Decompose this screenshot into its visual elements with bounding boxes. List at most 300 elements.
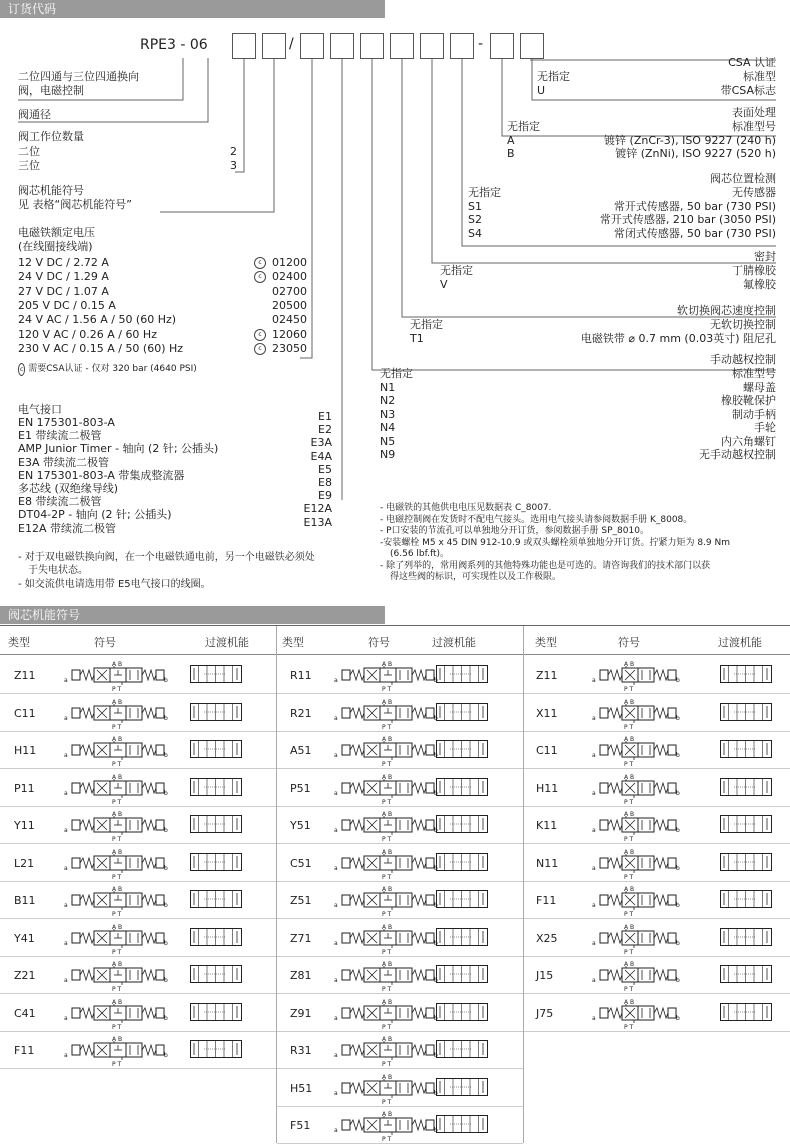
pos2-code: 2 (230, 145, 237, 158)
svg-text:P T: P T (382, 686, 392, 692)
col2-symbol-header: 符号 (368, 636, 390, 649)
svg-text:a: a (592, 977, 596, 984)
sensor_opts-code: 无指定 (468, 186, 501, 199)
spool-symbol-icon (60, 846, 170, 884)
spool-symbol-icon (60, 808, 170, 846)
svg-text:b: b (164, 714, 168, 722)
transition-symbol-icon (436, 1115, 488, 1137)
svg-text:P T: P T (112, 1023, 122, 1030)
row-divider (0, 993, 276, 994)
svg-text:P T: P T (112, 798, 122, 805)
spool-symbol-icon (60, 958, 170, 996)
voltage-label: 27 V DC / 1.07 A (18, 284, 109, 298)
row-divider (277, 1106, 523, 1107)
seal_opts-text: 丁腈橡胶 (732, 264, 776, 277)
voltage-label: 205 V DC / 0.15 A (18, 298, 116, 312)
surface_opts-text: 镀锌 (ZnNi), ISO 9227 (520 h) (615, 147, 776, 160)
svg-text:P T: P T (624, 1023, 634, 1030)
row-divider (0, 1031, 276, 1032)
manual_opts-code: N1 (380, 380, 396, 394)
spool-symbol-icon (330, 846, 440, 884)
col3-transition-header: 过渡机能 (718, 636, 762, 649)
row-divider (277, 731, 523, 732)
row-divider (524, 956, 790, 957)
manual_opts-code: N4 (380, 421, 396, 434)
svg-text:A B: A B (382, 698, 393, 706)
transition-symbol-icon (436, 740, 488, 762)
row-divider (0, 693, 276, 694)
row-divider (0, 881, 276, 882)
svg-text:a: a (592, 1014, 596, 1022)
soft_opts-code: 无指定 (410, 318, 443, 331)
spool-type-3: Z11 (536, 669, 558, 682)
connector-label: E1 带续流二极管 (18, 429, 102, 443)
right-note: (6.56 lbf.ft)。 (390, 549, 450, 559)
svg-text:A B: A B (382, 773, 393, 781)
connector-label: E8 带续流二极管 (18, 495, 102, 509)
svg-text:b: b (164, 827, 168, 834)
spool-type-3: J15 (536, 969, 554, 982)
svg-text:P T: P T (382, 836, 392, 842)
manual_opts-text: 螺母盖 (743, 380, 776, 394)
svg-text:P T: P T (624, 836, 634, 842)
connector-label: EN 175301-803-A (18, 416, 115, 429)
svg-text:P T: P T (624, 986, 634, 992)
spool-symbol-icon (330, 1071, 440, 1109)
svg-text:a: a (592, 752, 596, 759)
spool-type-1: Y41 (14, 931, 35, 945)
transition-symbol-icon (436, 778, 488, 800)
spool-type-3: K11 (536, 819, 558, 832)
voltage-label: 24 V DC / 1.29 A (18, 270, 109, 284)
svg-text:a: a (334, 977, 338, 984)
svg-text:a: a (592, 677, 596, 684)
connector-code: E13A (303, 515, 332, 529)
sensor_opts-code: S4 (468, 226, 482, 240)
row-divider (524, 881, 790, 882)
manual_opts-code: N9 (380, 448, 396, 461)
transition-symbol-icon (190, 965, 242, 987)
svg-text:A B: A B (112, 698, 123, 706)
csa-note (18, 363, 197, 376)
spool-type-2: F51 (290, 1119, 311, 1132)
svg-text:b: b (164, 789, 168, 797)
row-divider (277, 1068, 523, 1069)
pos2-label: 二位 (18, 145, 40, 158)
svg-text:P T: P T (112, 986, 122, 992)
svg-text:b: b (434, 1014, 438, 1022)
spool-symbol-icon (60, 921, 170, 959)
csa-note-text: 需要CSA认证 - 仅对 320 bar (4640 PSI) (28, 364, 197, 374)
svg-text:P T: P T (624, 686, 634, 692)
voltage-title: 电磁铁额定电压 (18, 226, 95, 239)
transition-symbol-icon (436, 815, 488, 837)
spool-symbol-icon (330, 658, 440, 696)
svg-text:A B: A B (382, 1036, 393, 1043)
spool-symbol-icon (588, 996, 698, 1034)
spool-type-3: X25 (536, 931, 558, 945)
transition-symbol-icon (720, 853, 772, 875)
svg-text:b: b (676, 789, 680, 797)
svg-text:a: a (64, 827, 68, 834)
transition-symbol-icon (720, 965, 772, 987)
connector-code: E8 (318, 476, 332, 489)
svg-text:A B: A B (382, 1073, 393, 1081)
pos3-code: 3 (230, 159, 237, 172)
svg-text:b: b (164, 1052, 168, 1059)
row-divider (277, 881, 523, 882)
spool-type-1: F11 (14, 1044, 35, 1057)
code-slash: / (289, 36, 294, 52)
svg-text:a: a (64, 1014, 68, 1022)
svg-text:A B: A B (382, 811, 393, 818)
svg-text:P T: P T (624, 911, 634, 917)
svg-text:P T: P T (382, 1023, 392, 1030)
pos3-label: 三位 (18, 159, 40, 172)
col1-transition-header: 过渡机能 (205, 636, 249, 649)
svg-text:a: a (64, 789, 68, 797)
manual_opts-text: 制动手柄 (732, 407, 776, 421)
svg-text:b: b (164, 864, 168, 872)
soft_opts-text: 电磁铁带 ⌀ 0.7 mm (0.03英寸) 阻尼孔 (580, 331, 776, 345)
row-divider (277, 768, 523, 769)
svg-text:A B: A B (112, 773, 123, 781)
manual_opts-text: 内六角螺钉 (721, 434, 776, 448)
connector-label: E12A 带续流二极管 (18, 521, 116, 535)
spool-type-1: C11 (14, 706, 36, 720)
connector-label: DT04-2P - 轴向 (2 针; 公插头) (18, 508, 172, 522)
sensor_opts-code: S2 (468, 213, 482, 226)
spool-type-3: N11 (536, 856, 559, 870)
svg-text:b: b (676, 977, 680, 984)
note1a: - 对于双电磁铁换向阀，在一个电磁铁通电前，另一个电磁铁必须处 (18, 552, 315, 563)
svg-text:P T: P T (382, 873, 392, 880)
row-divider (524, 731, 790, 732)
seal_opts-code: 无指定 (440, 264, 473, 277)
spool-symbol-icon (330, 958, 440, 996)
svg-text:a: a (64, 677, 68, 684)
surface-title: 表面处理 (732, 106, 776, 119)
svg-text:a: a (64, 902, 68, 909)
row-divider (0, 918, 276, 919)
transition-symbol-icon (190, 928, 242, 950)
svg-text:a: a (64, 939, 68, 947)
code-prefix: RPE3 - 06 (140, 37, 208, 53)
row-divider (524, 768, 790, 769)
svg-text:a: a (592, 827, 596, 834)
row-divider (0, 806, 276, 807)
manual_opts-text: 手轮 (754, 421, 776, 434)
connector-code: E1 (318, 410, 332, 423)
spool-type-2: Z71 (290, 931, 312, 945)
seal_opts-code: V (440, 277, 448, 291)
svg-text:P T: P T (382, 1061, 392, 1067)
transition-symbol-icon (720, 740, 772, 762)
row-divider (277, 693, 523, 694)
seal-title: 密封 (754, 250, 776, 263)
row-divider (277, 918, 523, 919)
svg-text:P T: P T (382, 798, 392, 805)
row-divider (277, 956, 523, 957)
spool-symbol-icon (588, 658, 698, 696)
svg-text:A B: A B (382, 886, 393, 893)
svg-text:P T: P T (112, 1061, 122, 1067)
transition-symbol-icon (720, 928, 772, 950)
voltage-code: 01200 (272, 256, 307, 269)
svg-text:b: b (434, 789, 438, 797)
svg-text:A B: A B (624, 961, 635, 968)
transition-symbol-icon (190, 778, 242, 800)
manual-title: 手动越权控制 (710, 353, 776, 366)
transition-symbol-icon (190, 703, 242, 725)
spool-symbol-icon (60, 733, 170, 771)
svg-text:A B: A B (382, 661, 393, 668)
right-note: - 除了列举的，常用阀系列的其他特殊功能也是可选的。请咨询我们的技术部门以获 (380, 560, 711, 571)
svg-text:b: b (164, 752, 168, 759)
svg-text:P T: P T (624, 723, 634, 730)
svg-text:b: b (164, 902, 168, 909)
svg-text:a: a (334, 902, 338, 909)
svg-text:A B: A B (624, 848, 635, 856)
row-divider (524, 1031, 790, 1032)
svg-text:a: a (592, 789, 596, 797)
svg-text:b: b (164, 677, 168, 684)
spool-symbol-icon (330, 996, 440, 1034)
svg-text:P T: P T (112, 948, 122, 955)
spool-symbol-icon (330, 733, 440, 771)
seal_opts-text: 氟橡胶 (743, 277, 776, 291)
svg-text:a: a (334, 864, 338, 872)
svg-text:P T: P T (382, 948, 392, 955)
voltage-code: 12060 (272, 327, 307, 341)
spool-type-1: L21 (14, 856, 35, 870)
voltage-code: 02450 (272, 313, 307, 327)
row-divider (524, 918, 790, 919)
spool-type-1: H11 (14, 744, 37, 757)
svg-text:P T: P T (112, 723, 122, 730)
right-note: 得这些阀的标识，可实现性以及工作极限。 (390, 572, 562, 582)
transition-symbol-icon (190, 665, 242, 687)
svg-text:a: a (64, 752, 68, 759)
svg-text:b: b (164, 1014, 168, 1022)
csa-opt1-code: U (537, 84, 546, 97)
svg-text:P T: P T (382, 911, 392, 917)
row-divider (0, 956, 276, 957)
transition-symbol-icon (436, 703, 488, 725)
spool-symbol-icon (588, 883, 698, 921)
svg-text:a: a (64, 1052, 68, 1059)
svg-text:A B: A B (112, 998, 123, 1006)
transition-symbol-icon (720, 890, 772, 912)
svg-text:A B: A B (624, 998, 635, 1006)
col3-symbol-header: 符号 (618, 636, 640, 649)
csa-mark-icon: c (18, 363, 25, 376)
row-divider (0, 731, 276, 732)
desc-sub: 阀，电磁控制 (18, 84, 84, 97)
svg-text:A B: A B (624, 736, 635, 743)
svg-text:A B: A B (112, 961, 123, 968)
svg-text:P T: P T (112, 911, 122, 917)
svg-text:P T: P T (112, 761, 122, 767)
svg-text:P T: P T (382, 761, 392, 767)
csa-mark-icon: c (254, 257, 266, 269)
svg-text:P T: P T (624, 873, 634, 880)
sensor_opts-code: S1 (468, 199, 482, 213)
svg-text:P T: P T (624, 798, 634, 805)
row-divider (0, 843, 276, 844)
svg-text:a: a (592, 864, 596, 872)
connector-code: E2 (318, 423, 332, 437)
transition-symbol-icon (436, 853, 488, 875)
manual_opts-code: 无指定 (380, 367, 413, 380)
svg-text:b: b (434, 1127, 438, 1134)
spool-symbol-icon (330, 808, 440, 846)
size-label: 阀通径 (18, 108, 51, 121)
svg-text:A B: A B (624, 661, 635, 668)
spool-type-3: X11 (536, 706, 558, 720)
svg-text:b: b (676, 714, 680, 722)
transition-symbol-icon (190, 740, 242, 762)
svg-text:A B: A B (382, 961, 393, 968)
svg-text:a: a (334, 752, 338, 759)
spool-type-1: Y11 (14, 819, 35, 832)
code-dash: - (478, 36, 484, 52)
right-note: -安装螺栓 M5 x 45 DIN 912-10.9 或双头螺栓须单独地分开订货。拧紧力矩为 8.9 Nm (380, 537, 730, 548)
svg-text:b: b (676, 864, 680, 872)
svg-text:P T: P T (382, 723, 392, 730)
svg-text:a: a (592, 939, 596, 947)
note1b: 于失电状态。 (28, 565, 88, 576)
spool-symbol-icon (588, 771, 698, 809)
connector-code: E3A (310, 436, 332, 450)
desc-title: 二位四通与三位四通换向 (18, 70, 139, 83)
svg-text:b: b (434, 677, 438, 684)
transition-symbol-icon (720, 778, 772, 800)
spool-symbol-icon (330, 771, 440, 809)
note2: - 如交流供电请选用带 E5电气接口的线圈。 (18, 579, 211, 590)
svg-text:b: b (676, 902, 680, 909)
spool-type-2: Z91 (290, 1006, 312, 1020)
row-divider (277, 843, 523, 844)
svg-text:A B: A B (112, 736, 123, 743)
connector-title: 电气接口 (18, 403, 62, 416)
soft-title: 软切换阀芯速度控制 (677, 304, 776, 317)
transition-symbol-icon (190, 1040, 242, 1062)
connector-code: E4A (310, 449, 332, 463)
transition-symbol-icon (436, 1003, 488, 1025)
sensor_opts-text: 常闭式传感器, 50 bar (730 PSI) (613, 226, 776, 240)
csa-opt0-code: 无指定 (537, 70, 570, 83)
col2-type-header: 类型 (282, 636, 304, 649)
sensor-title: 阀芯位置检测 (710, 172, 776, 185)
spool-type-1: Z21 (14, 969, 36, 982)
transition-symbol-icon (436, 928, 488, 950)
svg-text:b: b (676, 1014, 680, 1022)
spool-symbol-icon (330, 1033, 440, 1071)
spool-symbol-icon (330, 696, 440, 734)
transition-symbol-icon (720, 815, 772, 837)
svg-text:A B: A B (624, 886, 635, 893)
row-divider (277, 1031, 523, 1032)
svg-text:A B: A B (382, 736, 393, 743)
svg-text:A B: A B (112, 848, 123, 856)
svg-text:a: a (334, 1089, 338, 1097)
surface_opts-text: 标准型号 (732, 120, 776, 133)
spool-type-2: Z51 (290, 894, 312, 907)
connector-label: E3A 带续流二极管 (18, 455, 109, 469)
spool-type-1: P11 (14, 781, 35, 795)
positions-title: 阀工作位数量 (18, 130, 84, 143)
spool-type-2: A51 (290, 744, 312, 757)
spool-type-2: R21 (290, 706, 312, 720)
connector-code: E9 (318, 489, 332, 503)
row-divider (277, 993, 523, 994)
svg-text:a: a (64, 977, 68, 984)
spool-symbol-icon (60, 883, 170, 921)
csa-opt0-text: 标准型 (743, 70, 776, 83)
transition-symbol-icon (436, 665, 488, 687)
svg-text:b: b (164, 939, 168, 947)
svg-text:b: b (676, 677, 680, 684)
svg-text:b: b (676, 752, 680, 759)
svg-text:P T: P T (112, 836, 122, 842)
svg-text:b: b (434, 827, 438, 834)
csa-opt1-text: 带CSA标志 (720, 84, 776, 97)
spool-type-2: R11 (290, 669, 312, 682)
svg-text:A B: A B (382, 848, 393, 856)
row-divider (524, 693, 790, 694)
connector-label: EN 175301-803-A 带集成整流器 (18, 468, 185, 482)
spool-symbol-icon (330, 921, 440, 959)
svg-text:b: b (164, 977, 168, 984)
transition-symbol-icon (190, 853, 242, 875)
svg-text:P T: P T (112, 686, 122, 692)
transition-symbol-icon (436, 1078, 488, 1100)
right-note: - 电磁铁的其他供电电压见数据表 C_8007. (380, 503, 552, 513)
spool-type-2: C51 (290, 856, 312, 870)
voltage-label: 120 V AC / 0.26 A / 60 Hz (18, 327, 157, 341)
svg-text:a: a (334, 1014, 338, 1022)
transition-symbol-icon (720, 665, 772, 687)
sensor_opts-text: 常开式传感器, 210 bar (3050 PSI) (599, 213, 776, 226)
transition-symbol-icon (720, 703, 772, 725)
svg-text:A B: A B (112, 886, 123, 893)
svg-text:P T: P T (382, 1098, 392, 1105)
spool-type-1: B11 (14, 894, 36, 907)
spool-type-2: Z81 (290, 969, 312, 982)
svg-text:A B: A B (112, 923, 123, 931)
spool-symbol-icon (60, 658, 170, 696)
spool-type-2: R31 (290, 1044, 312, 1057)
spool-type-2: Y51 (290, 819, 311, 832)
svg-text:b: b (434, 864, 438, 872)
spool-type-3: H11 (536, 781, 559, 795)
svg-text:a: a (64, 864, 68, 872)
spool-type-3: F11 (536, 894, 557, 907)
spool-type-1: Z11 (14, 669, 36, 682)
svg-text:A B: A B (112, 1036, 123, 1043)
col3-type-header: 类型 (535, 636, 557, 649)
col2-transition-header: 过渡机能 (432, 636, 476, 649)
voltage-code: 23050 (272, 341, 307, 355)
spool-symbol-icon (588, 921, 698, 959)
svg-text:P T: P T (382, 1136, 392, 1142)
sensor_opts-text: 无传感器 (732, 186, 776, 199)
transition-symbol-icon (720, 1003, 772, 1025)
csa-mark-icon: c (254, 329, 266, 341)
row-divider (0, 1068, 276, 1069)
svg-text:a: a (334, 789, 338, 797)
